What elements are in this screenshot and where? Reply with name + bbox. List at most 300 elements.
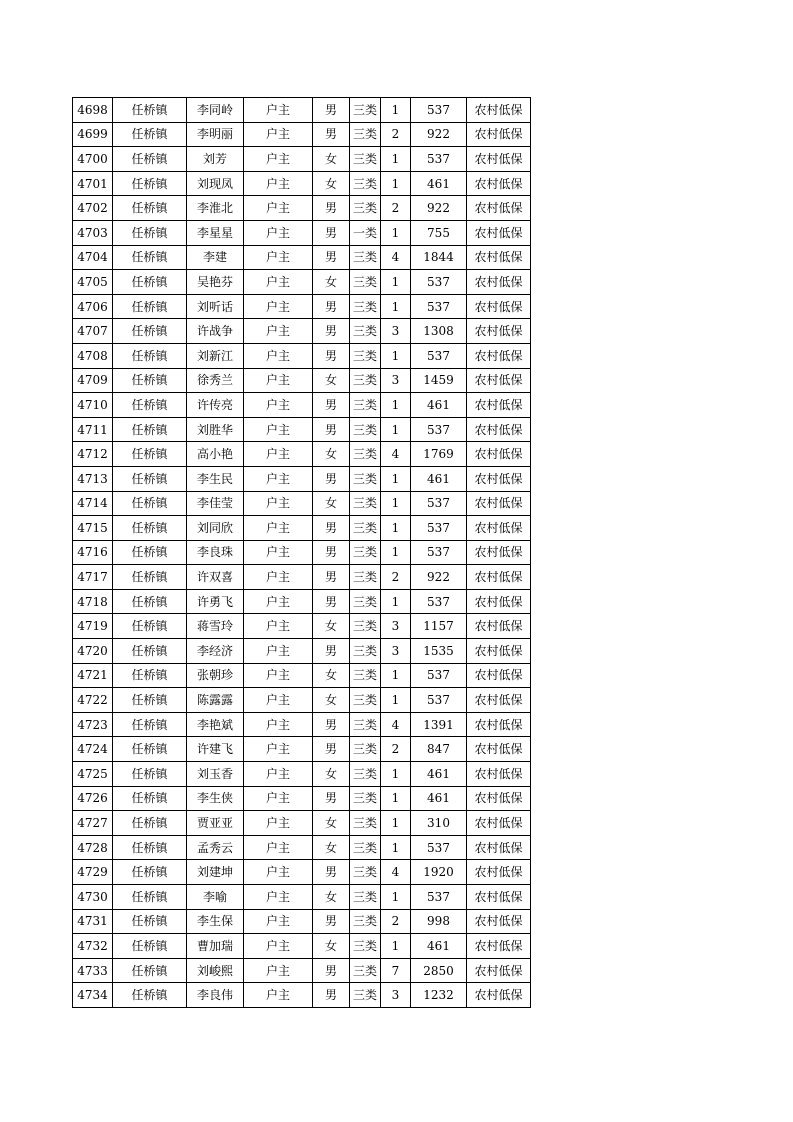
- amount-cell: 537: [411, 147, 467, 172]
- assistance-type-cell: 农村低保: [467, 835, 531, 860]
- row-number-cell: 4704: [73, 245, 113, 270]
- amount-cell: 537: [411, 688, 467, 713]
- gender-cell: 男: [313, 417, 350, 442]
- town-cell: 任桥镇: [113, 885, 187, 910]
- relation-cell: 户主: [244, 319, 313, 344]
- name-cell: 陈露露: [187, 688, 244, 713]
- name-cell: 李建: [187, 245, 244, 270]
- relation-cell: 户主: [244, 245, 313, 270]
- town-cell: 任桥镇: [113, 565, 187, 590]
- gender-cell: 女: [313, 885, 350, 910]
- amount-cell: 1232: [411, 983, 467, 1008]
- amount-cell: 537: [411, 98, 467, 123]
- category-cell: 三类: [350, 639, 381, 664]
- household-size-cell: 1: [381, 786, 411, 811]
- assistance-type-cell: 农村低保: [467, 934, 531, 959]
- relation-cell: 户主: [244, 516, 313, 541]
- relation-cell: 户主: [244, 712, 313, 737]
- amount-cell: 537: [411, 270, 467, 295]
- name-cell: 高小艳: [187, 442, 244, 467]
- town-cell: 任桥镇: [113, 98, 187, 123]
- table-row: [73, 614, 531, 639]
- table-row: [73, 147, 531, 172]
- gender-cell: 男: [313, 909, 350, 934]
- row-number-cell: 4705: [73, 270, 113, 295]
- category-cell: 三类: [350, 860, 381, 885]
- town-cell: 任桥镇: [113, 540, 187, 565]
- assistance-type-cell: 农村低保: [467, 540, 531, 565]
- gender-cell: 男: [313, 343, 350, 368]
- relation-cell: 户主: [244, 909, 313, 934]
- gender-cell: 男: [313, 958, 350, 983]
- household-size-cell: 1: [381, 811, 411, 836]
- category-cell: 三类: [350, 712, 381, 737]
- town-cell: 任桥镇: [113, 196, 187, 221]
- row-number-cell: 4717: [73, 565, 113, 590]
- table-row: [73, 442, 531, 467]
- row-number-cell: 4712: [73, 442, 113, 467]
- table-row: [73, 270, 531, 295]
- category-cell: 三类: [350, 245, 381, 270]
- table-row: [73, 122, 531, 147]
- row-number-cell: 4724: [73, 737, 113, 762]
- relation-cell: 户主: [244, 442, 313, 467]
- category-cell: 三类: [350, 688, 381, 713]
- assistance-type-cell: 农村低保: [467, 885, 531, 910]
- name-cell: 刘胜华: [187, 417, 244, 442]
- gender-cell: 女: [313, 934, 350, 959]
- row-number-cell: 4723: [73, 712, 113, 737]
- category-cell: 三类: [350, 958, 381, 983]
- table-row: [73, 762, 531, 787]
- table-row: [73, 909, 531, 934]
- name-cell: 许建飞: [187, 737, 244, 762]
- gender-cell: 男: [313, 786, 350, 811]
- gender-cell: 男: [313, 712, 350, 737]
- relation-cell: 户主: [244, 147, 313, 172]
- gender-cell: 女: [313, 442, 350, 467]
- category-cell: 三类: [350, 270, 381, 295]
- town-cell: 任桥镇: [113, 811, 187, 836]
- town-cell: 任桥镇: [113, 368, 187, 393]
- assistance-type-cell: 农村低保: [467, 909, 531, 934]
- amount-cell: 537: [411, 663, 467, 688]
- name-cell: 刘听话: [187, 294, 244, 319]
- household-size-cell: 1: [381, 98, 411, 123]
- relation-cell: 户主: [244, 417, 313, 442]
- table-row: [73, 98, 531, 123]
- category-cell: 三类: [350, 98, 381, 123]
- gender-cell: 女: [313, 614, 350, 639]
- row-number-cell: 4710: [73, 393, 113, 418]
- row-number-cell: 4706: [73, 294, 113, 319]
- table-row: [73, 319, 531, 344]
- table-row: [73, 811, 531, 836]
- assistance-type-cell: 农村低保: [467, 343, 531, 368]
- name-cell: 刘峻熙: [187, 958, 244, 983]
- household-size-cell: 2: [381, 565, 411, 590]
- name-cell: 李艳斌: [187, 712, 244, 737]
- row-number-cell: 4709: [73, 368, 113, 393]
- category-cell: 三类: [350, 909, 381, 934]
- table-row: [73, 688, 531, 713]
- town-cell: 任桥镇: [113, 909, 187, 934]
- category-cell: 三类: [350, 491, 381, 516]
- relation-cell: 户主: [244, 540, 313, 565]
- town-cell: 任桥镇: [113, 786, 187, 811]
- gender-cell: 男: [313, 639, 350, 664]
- assistance-type-cell: 农村低保: [467, 786, 531, 811]
- gender-cell: 女: [313, 491, 350, 516]
- relation-cell: 户主: [244, 589, 313, 614]
- relation-cell: 户主: [244, 565, 313, 590]
- category-cell: 三类: [350, 343, 381, 368]
- row-number-cell: 4730: [73, 885, 113, 910]
- amount-cell: 310: [411, 811, 467, 836]
- household-size-cell: 1: [381, 491, 411, 516]
- town-cell: 任桥镇: [113, 663, 187, 688]
- town-cell: 任桥镇: [113, 319, 187, 344]
- row-number-cell: 4698: [73, 98, 113, 123]
- amount-cell: 461: [411, 762, 467, 787]
- gender-cell: 女: [313, 688, 350, 713]
- name-cell: 李生民: [187, 466, 244, 491]
- relation-cell: 户主: [244, 466, 313, 491]
- table-row: [73, 885, 531, 910]
- row-number-cell: 4716: [73, 540, 113, 565]
- amount-cell: 461: [411, 934, 467, 959]
- category-cell: 三类: [350, 147, 381, 172]
- row-number-cell: 4699: [73, 122, 113, 147]
- gender-cell: 女: [313, 663, 350, 688]
- category-cell: 三类: [350, 835, 381, 860]
- assistance-type-cell: 农村低保: [467, 663, 531, 688]
- assistance-type-cell: 农村低保: [467, 516, 531, 541]
- relation-cell: 户主: [244, 885, 313, 910]
- name-cell: 张朝珍: [187, 663, 244, 688]
- name-cell: 李良伟: [187, 983, 244, 1008]
- name-cell: 李佳莹: [187, 491, 244, 516]
- row-number-cell: 4725: [73, 762, 113, 787]
- name-cell: 许传亮: [187, 393, 244, 418]
- town-cell: 任桥镇: [113, 516, 187, 541]
- row-number-cell: 4718: [73, 589, 113, 614]
- household-size-cell: 3: [381, 639, 411, 664]
- amount-cell: 537: [411, 589, 467, 614]
- amount-cell: 461: [411, 466, 467, 491]
- row-number-cell: 4703: [73, 220, 113, 245]
- gender-cell: 女: [313, 368, 350, 393]
- relation-cell: 户主: [244, 762, 313, 787]
- assistance-type-cell: 农村低保: [467, 614, 531, 639]
- relation-cell: 户主: [244, 171, 313, 196]
- amount-cell: 1157: [411, 614, 467, 639]
- name-cell: 曹加瑞: [187, 934, 244, 959]
- amount-cell: 1535: [411, 639, 467, 664]
- category-cell: 三类: [350, 762, 381, 787]
- table-row: [73, 835, 531, 860]
- household-size-cell: 1: [381, 147, 411, 172]
- assistance-type-cell: 农村低保: [467, 171, 531, 196]
- amount-cell: 1459: [411, 368, 467, 393]
- amount-cell: 922: [411, 196, 467, 221]
- household-size-cell: 1: [381, 589, 411, 614]
- household-size-cell: 4: [381, 245, 411, 270]
- household-size-cell: 4: [381, 442, 411, 467]
- name-cell: 许战争: [187, 319, 244, 344]
- assistance-type-cell: 农村低保: [467, 270, 531, 295]
- row-number-cell: 4713: [73, 466, 113, 491]
- row-number-cell: 4733: [73, 958, 113, 983]
- amount-cell: 537: [411, 540, 467, 565]
- assistance-type-cell: 农村低保: [467, 639, 531, 664]
- town-cell: 任桥镇: [113, 147, 187, 172]
- table-row: [73, 712, 531, 737]
- category-cell: 三类: [350, 171, 381, 196]
- relation-cell: 户主: [244, 491, 313, 516]
- row-number-cell: 4702: [73, 196, 113, 221]
- gender-cell: 男: [313, 540, 350, 565]
- table-row: [73, 393, 531, 418]
- relation-cell: 户主: [244, 614, 313, 639]
- household-size-cell: 1: [381, 393, 411, 418]
- assistance-type-cell: 农村低保: [467, 712, 531, 737]
- amount-cell: 922: [411, 122, 467, 147]
- table-row: [73, 639, 531, 664]
- relation-cell: 户主: [244, 835, 313, 860]
- town-cell: 任桥镇: [113, 466, 187, 491]
- amount-cell: 1308: [411, 319, 467, 344]
- name-cell: 刘玉香: [187, 762, 244, 787]
- category-cell: 三类: [350, 516, 381, 541]
- table-row: [73, 466, 531, 491]
- name-cell: 李喻: [187, 885, 244, 910]
- relation-cell: 户主: [244, 958, 313, 983]
- name-cell: 徐秀兰: [187, 368, 244, 393]
- table-row: [73, 860, 531, 885]
- town-cell: 任桥镇: [113, 171, 187, 196]
- assistance-type-cell: 农村低保: [467, 393, 531, 418]
- town-cell: 任桥镇: [113, 491, 187, 516]
- town-cell: 任桥镇: [113, 860, 187, 885]
- assistance-type-cell: 农村低保: [467, 368, 531, 393]
- gender-cell: 男: [313, 98, 350, 123]
- assistance-type-cell: 农村低保: [467, 762, 531, 787]
- relation-cell: 户主: [244, 122, 313, 147]
- gender-cell: 女: [313, 171, 350, 196]
- row-number-cell: 4708: [73, 343, 113, 368]
- table-row: [73, 245, 531, 270]
- gender-cell: 男: [313, 294, 350, 319]
- gender-cell: 男: [313, 516, 350, 541]
- household-size-cell: 1: [381, 835, 411, 860]
- row-number-cell: 4731: [73, 909, 113, 934]
- table-row: [73, 565, 531, 590]
- household-size-cell: 1: [381, 220, 411, 245]
- relation-cell: 户主: [244, 343, 313, 368]
- table-row: [73, 368, 531, 393]
- category-cell: 三类: [350, 393, 381, 418]
- assistance-type-cell: 农村低保: [467, 442, 531, 467]
- amount-cell: 537: [411, 516, 467, 541]
- gender-cell: 女: [313, 147, 350, 172]
- amount-cell: 922: [411, 565, 467, 590]
- category-cell: 三类: [350, 786, 381, 811]
- name-cell: 许双喜: [187, 565, 244, 590]
- assistance-type-cell: 农村低保: [467, 319, 531, 344]
- row-number-cell: 4722: [73, 688, 113, 713]
- category-cell: 三类: [350, 737, 381, 762]
- row-number-cell: 4732: [73, 934, 113, 959]
- relation-cell: 户主: [244, 786, 313, 811]
- category-cell: 三类: [350, 442, 381, 467]
- name-cell: 刘新江: [187, 343, 244, 368]
- category-cell: 三类: [350, 934, 381, 959]
- name-cell: 贾亚亚: [187, 811, 244, 836]
- table-row: [73, 540, 531, 565]
- category-cell: 三类: [350, 614, 381, 639]
- table-row: [73, 294, 531, 319]
- table-row: [73, 737, 531, 762]
- table-row: [73, 491, 531, 516]
- gender-cell: 男: [313, 393, 350, 418]
- gender-cell: 男: [313, 220, 350, 245]
- town-cell: 任桥镇: [113, 343, 187, 368]
- amount-cell: 461: [411, 393, 467, 418]
- roster-body: [73, 98, 531, 1008]
- household-size-cell: 4: [381, 860, 411, 885]
- assistance-type-cell: 农村低保: [467, 958, 531, 983]
- gender-cell: 男: [313, 122, 350, 147]
- assistance-type-cell: 农村低保: [467, 811, 531, 836]
- assistance-type-cell: 农村低保: [467, 220, 531, 245]
- row-number-cell: 4728: [73, 835, 113, 860]
- table-row: [73, 934, 531, 959]
- category-cell: 一类: [350, 220, 381, 245]
- category-cell: 三类: [350, 540, 381, 565]
- name-cell: 吴艳芬: [187, 270, 244, 295]
- amount-cell: 998: [411, 909, 467, 934]
- amount-cell: 1920: [411, 860, 467, 885]
- row-number-cell: 4700: [73, 147, 113, 172]
- name-cell: 李良珠: [187, 540, 244, 565]
- assistance-type-cell: 农村低保: [467, 983, 531, 1008]
- category-cell: 三类: [350, 196, 381, 221]
- town-cell: 任桥镇: [113, 835, 187, 860]
- relation-cell: 户主: [244, 934, 313, 959]
- name-cell: 李星星: [187, 220, 244, 245]
- household-size-cell: 2: [381, 909, 411, 934]
- town-cell: 任桥镇: [113, 417, 187, 442]
- household-size-cell: 1: [381, 270, 411, 295]
- relation-cell: 户主: [244, 737, 313, 762]
- town-cell: 任桥镇: [113, 712, 187, 737]
- relation-cell: 户主: [244, 294, 313, 319]
- name-cell: 李生侠: [187, 786, 244, 811]
- category-cell: 三类: [350, 368, 381, 393]
- household-size-cell: 7: [381, 958, 411, 983]
- assistance-type-cell: 农村低保: [467, 565, 531, 590]
- town-cell: 任桥镇: [113, 393, 187, 418]
- row-number-cell: 4721: [73, 663, 113, 688]
- name-cell: 刘现凤: [187, 171, 244, 196]
- amount-cell: 847: [411, 737, 467, 762]
- town-cell: 任桥镇: [113, 614, 187, 639]
- town-cell: 任桥镇: [113, 220, 187, 245]
- name-cell: 李同岭: [187, 98, 244, 123]
- row-number-cell: 4714: [73, 491, 113, 516]
- name-cell: 李淮北: [187, 196, 244, 221]
- name-cell: 刘芳: [187, 147, 244, 172]
- row-number-cell: 4711: [73, 417, 113, 442]
- category-cell: 三类: [350, 589, 381, 614]
- town-cell: 任桥镇: [113, 762, 187, 787]
- relation-cell: 户主: [244, 639, 313, 664]
- relation-cell: 户主: [244, 663, 313, 688]
- household-size-cell: 1: [381, 343, 411, 368]
- amount-cell: 537: [411, 491, 467, 516]
- assistance-type-cell: 农村低保: [467, 98, 531, 123]
- town-cell: 任桥镇: [113, 639, 187, 664]
- gender-cell: 女: [313, 835, 350, 860]
- table-row: [73, 171, 531, 196]
- town-cell: 任桥镇: [113, 245, 187, 270]
- town-cell: 任桥镇: [113, 294, 187, 319]
- household-size-cell: 1: [381, 762, 411, 787]
- gender-cell: 女: [313, 270, 350, 295]
- household-size-cell: 1: [381, 417, 411, 442]
- table-row: [73, 786, 531, 811]
- household-size-cell: 3: [381, 614, 411, 639]
- category-cell: 三类: [350, 663, 381, 688]
- table-row: [73, 417, 531, 442]
- roster-table: [72, 97, 531, 1008]
- category-cell: 三类: [350, 565, 381, 590]
- gender-cell: 男: [313, 245, 350, 270]
- table-row: [73, 220, 531, 245]
- category-cell: 三类: [350, 122, 381, 147]
- name-cell: 许勇飞: [187, 589, 244, 614]
- name-cell: 李明丽: [187, 122, 244, 147]
- amount-cell: 537: [411, 835, 467, 860]
- gender-cell: 女: [313, 811, 350, 836]
- amount-cell: 1391: [411, 712, 467, 737]
- assistance-type-cell: 农村低保: [467, 417, 531, 442]
- gender-cell: 男: [313, 860, 350, 885]
- household-size-cell: 1: [381, 540, 411, 565]
- amount-cell: 1844: [411, 245, 467, 270]
- row-number-cell: 4701: [73, 171, 113, 196]
- amount-cell: 537: [411, 417, 467, 442]
- town-cell: 任桥镇: [113, 934, 187, 959]
- relation-cell: 户主: [244, 983, 313, 1008]
- category-cell: 三类: [350, 417, 381, 442]
- relation-cell: 户主: [244, 368, 313, 393]
- gender-cell: 男: [313, 196, 350, 221]
- amount-cell: 461: [411, 171, 467, 196]
- town-cell: 任桥镇: [113, 688, 187, 713]
- amount-cell: 537: [411, 343, 467, 368]
- category-cell: 三类: [350, 294, 381, 319]
- town-cell: 任桥镇: [113, 958, 187, 983]
- row-number-cell: 4719: [73, 614, 113, 639]
- table-row: [73, 983, 531, 1008]
- row-number-cell: 4726: [73, 786, 113, 811]
- category-cell: 三类: [350, 885, 381, 910]
- gender-cell: 男: [313, 565, 350, 590]
- table-row: [73, 343, 531, 368]
- assistance-type-cell: 农村低保: [467, 491, 531, 516]
